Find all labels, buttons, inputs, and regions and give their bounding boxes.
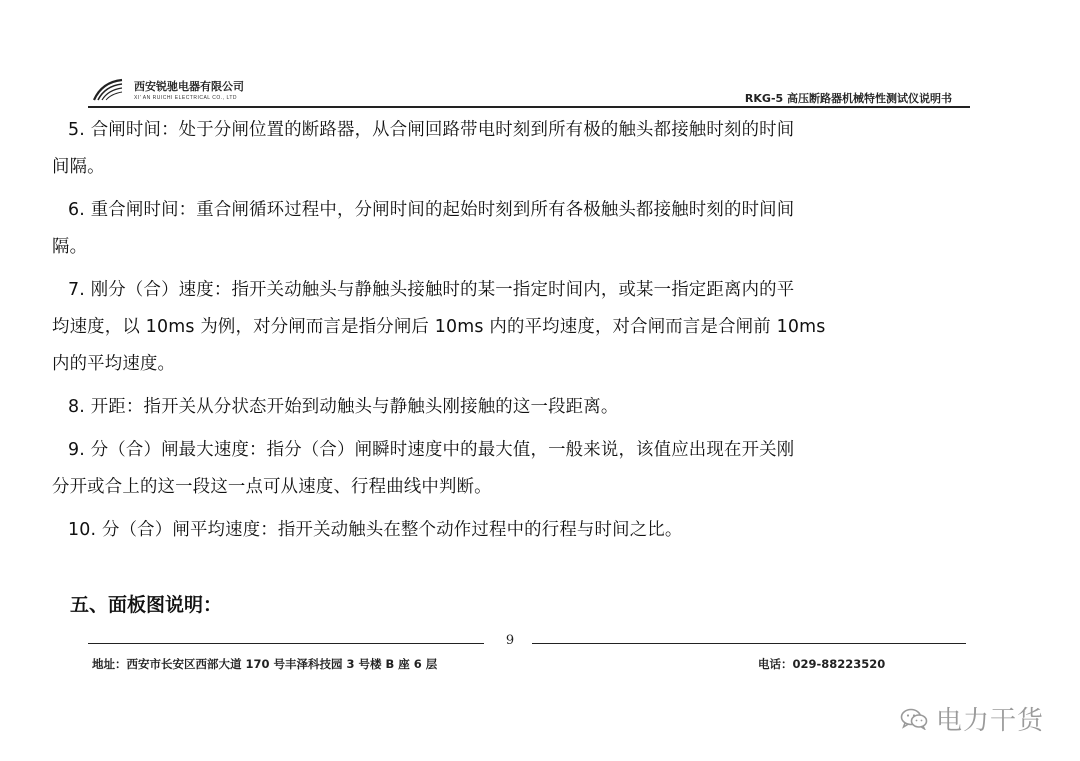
footer-divider-right [532,643,966,644]
definition-7-initial-speed [52,272,966,383]
definition-9-max-speed [52,432,966,506]
text-line: 5. 合闸时间：处于分闸位置的断路器，从合闸回路带电时刻到所有极的触头都接触时刻的时间 [68,120,795,140]
text-line: 8. 开距：指开关从分状态开始到动触头与静触头刚接触的这一段距离。 [68,397,619,417]
definition-5-closing-time [52,112,966,186]
document-header [88,72,970,108]
footer-address: 地址：西安市长安区西部大道 170 号丰泽科技园 3 号楼 B 座 6 层 [92,657,438,671]
company-logo-icon [92,78,124,102]
section-heading: 五、面板图说明： [70,594,223,616]
text-line: 隔。 [52,237,88,257]
text-line: 分开或合上的这一段这一点可从速度、行程曲线中判断。 [52,477,492,497]
definition-10-average-speed [60,512,966,549]
definition-6-reclosing-time [52,192,966,266]
text-line: 9. 分（合）闸最大速度：指分（合）闸瞬时速度中的最大值，一般来说，该值应出现在开关刚 [68,440,795,460]
watermark-text: 电力干货 [935,706,1044,736]
company-name-en: XI' AN RUICHI ELECTRICAL CO., LTD [134,95,238,101]
text-line: 7. 刚分（合）速度：指开关动触头与静触头接触时的某一指定时间内，或某一指定距离内的平 [68,280,795,300]
company-name-cn: 西安锐驰电器有限公司 [134,80,244,93]
company-name [134,78,244,101]
footer-divider-left [88,643,484,644]
page-number: 9 [505,633,515,648]
text-line: 均速度，以 10ms 为例，对分闸而言是指分闸后 10ms 内的平均速度，对合闸而言是合闸前 10ms [52,317,826,337]
definitions-list [52,112,966,555]
text-line: 间隔。 [52,157,105,177]
wechat-icon [900,708,928,730]
header-divider [88,106,970,108]
text-line: 10. 分（合）闸平均速度：指开关动触头在整个动作过程中的行程与时间之比。 [68,520,683,540]
text-line: 内的平均速度。 [52,354,176,374]
definition-8-contact-gap [60,389,966,426]
text-line: 6. 重合闸时间：重合闸循环过程中，分闸时间的起始时刻到所有各极触头都接触时刻的时间间 [68,200,795,220]
footer-phone: 电话：029-88223520 [758,657,886,671]
watermark [900,700,1044,737]
document-title: RKG-5 高压断路器机械特性测试仪说明书 [744,92,952,105]
